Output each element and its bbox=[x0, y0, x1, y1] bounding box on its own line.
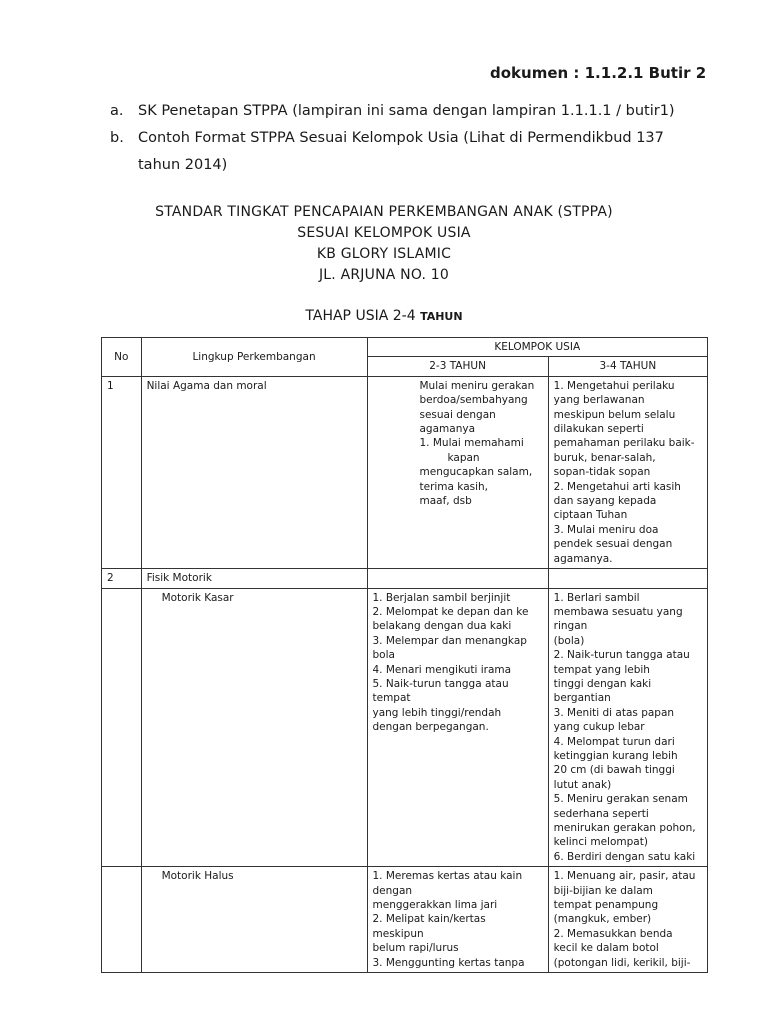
cell-line: kelinci melompat) bbox=[553, 836, 648, 849]
cell-line: yang cukup lebar bbox=[553, 721, 645, 734]
cell-line: 2. Mengetahui arti kasih bbox=[553, 480, 681, 493]
row-number: 1 bbox=[102, 376, 142, 568]
cell-line: 4. Menari mengikuti irama bbox=[372, 663, 512, 676]
cell-line: mengucapkan salam, bbox=[419, 466, 533, 479]
row-subarea: Motorik Kasar bbox=[141, 588, 367, 867]
cell-line: 1. Mengetahui perilaku bbox=[553, 379, 675, 392]
cell-line: tempat yang lebih bbox=[553, 663, 650, 676]
stage-title bbox=[60, 308, 708, 324]
cell-line: pemahaman perilaku baik- bbox=[553, 437, 695, 450]
cell-line: berdoa/sembahyang bbox=[419, 394, 528, 407]
intro-list bbox=[110, 98, 700, 179]
cell-line: membawa sesuatu yang bbox=[553, 605, 683, 618]
cell-line: 1. Mulai memahami bbox=[419, 437, 524, 450]
cell-line: 2. Naik-turun tangga atau bbox=[553, 649, 690, 662]
cell-line: dengan berpegangan. bbox=[372, 721, 489, 734]
cell-line: yang lebih tinggi/rendah bbox=[372, 706, 502, 719]
cell-line: agamanya bbox=[419, 423, 475, 436]
intro-item-text: Contoh Format STPPA Sesuai Kelompok Usia (Lihat di Permendikbud 137 tahun 2014) bbox=[138, 130, 664, 173]
table-row bbox=[102, 376, 708, 568]
cell-line: meskipun belum selalu bbox=[553, 408, 676, 421]
cell-line: ringan bbox=[553, 620, 588, 633]
cell-line: tempat penampung bbox=[553, 899, 659, 912]
row-area: Fisik Motorik bbox=[141, 569, 367, 588]
cell-line: dilakukan seperti bbox=[553, 423, 644, 436]
cell-line: ketinggian kurang lebih bbox=[553, 749, 678, 762]
header-age-group: KELOMPOK USIA bbox=[367, 338, 708, 357]
age-a-cell bbox=[367, 588, 548, 867]
header-age-a: 2-3 TAHUN bbox=[367, 357, 548, 376]
cell-line: ciptaan Tuhan bbox=[553, 509, 628, 522]
heading-line: SESUAI KELOMPOK USIA bbox=[297, 225, 471, 241]
cell-line: kapan bbox=[447, 451, 480, 464]
age-a-cell bbox=[367, 867, 548, 973]
cell-line: 2. Melipat kain/kertas bbox=[372, 913, 486, 926]
cell-line: 3. Mulai meniru doa bbox=[553, 523, 659, 536]
heading-line: STANDAR TINGKAT PENCAPAIAN PERKEMBANGAN ANAK (STPPA) bbox=[155, 204, 613, 220]
cell-line: bola bbox=[372, 649, 395, 662]
cell-line: 20 cm (di bawah tinggi bbox=[553, 764, 675, 777]
intro-item bbox=[110, 125, 700, 179]
row-subarea: Motorik Halus bbox=[141, 867, 367, 973]
cell-line: 2. Memasukkan benda bbox=[553, 927, 673, 940]
cell-line: dan sayang kepada bbox=[553, 495, 657, 508]
cell-line: 5. Meniru gerakan senam bbox=[553, 793, 688, 806]
cell-line: 4. Melompat turun dari bbox=[553, 735, 675, 748]
cell-line: belum rapi/lurus bbox=[372, 942, 459, 955]
cell-line: kecil ke dalam botol bbox=[553, 942, 659, 955]
empty-cell bbox=[102, 867, 142, 973]
cell-line: biji-bijian ke dalam bbox=[553, 884, 653, 897]
cell-line: tempat bbox=[372, 692, 411, 705]
intro-item-marker: a. bbox=[110, 103, 124, 119]
cell-line: meskipun bbox=[372, 927, 424, 940]
document-reference: dokumen : 1.1.2.1 Butir 2 bbox=[490, 64, 707, 82]
cell-line: 3. Melempar dan menangkap bbox=[372, 634, 527, 647]
cell-line: (mangkuk, ember) bbox=[553, 913, 652, 926]
cell-line: yang berlawanan bbox=[553, 394, 645, 407]
header-area: Lingkup Perkembangan bbox=[141, 338, 367, 377]
cell-line: sederhana seperti bbox=[553, 807, 649, 820]
cell-line: maaf, dsb bbox=[419, 495, 472, 508]
table-row bbox=[102, 588, 708, 867]
stage-title-suffix: TAHUN bbox=[420, 310, 463, 323]
cell-line: bergantian bbox=[553, 692, 611, 705]
cell-line: menggerakkan lima jari bbox=[372, 899, 498, 912]
intro-item-marker: b. bbox=[110, 130, 124, 146]
table-header-row bbox=[102, 338, 708, 357]
empty-cell bbox=[548, 569, 707, 588]
heading-line: JL. ARJUNA NO. 10 bbox=[318, 267, 450, 283]
cell-line: lutut anak) bbox=[553, 778, 612, 791]
age-a-cell bbox=[367, 376, 548, 568]
cell-line: buruk, benar-salah, bbox=[553, 451, 656, 464]
age-b-cell bbox=[548, 867, 707, 973]
cell-line: pendek sesuai dengan bbox=[553, 538, 673, 551]
cell-line: 1. Berlari sambil bbox=[553, 591, 640, 604]
cell-line: 1. Berjalan sambil berjinjit bbox=[372, 591, 511, 604]
cell-line: 6. Berdiri dengan satu kaki bbox=[553, 850, 696, 863]
stage-title-text: TAHAP USIA 2-4 bbox=[305, 308, 416, 324]
table-row bbox=[102, 569, 708, 588]
empty-cell bbox=[102, 588, 142, 867]
cell-line: sopan-tidak sopan bbox=[553, 466, 651, 479]
cell-line: (bola) bbox=[553, 634, 585, 647]
age-b-cell bbox=[548, 376, 707, 568]
intro-item bbox=[110, 98, 700, 125]
cell-line: 2. Melompat ke depan dan ke bbox=[372, 605, 529, 618]
cell-line: dengan bbox=[372, 884, 413, 897]
heading-line: KB GLORY ISLAMIC bbox=[316, 246, 452, 262]
cell-line: terima kasih, bbox=[419, 480, 489, 493]
cell-line: Mulai meniru gerakan bbox=[419, 379, 535, 392]
cell-line: belakang dengan dua kaki bbox=[372, 620, 512, 633]
row-area: Nilai Agama dan moral bbox=[141, 376, 367, 568]
cell-line: 5. Naik-turun tangga atau bbox=[372, 677, 509, 690]
intro-item-text: SK Penetapan STPPA (lampiran ini sama dengan lampiran 1.1.1.1 / butir1) bbox=[138, 103, 675, 119]
cell-line: 1. Menuang air, pasir, atau bbox=[553, 870, 696, 883]
document-heading bbox=[60, 202, 708, 286]
table-row bbox=[102, 867, 708, 973]
cell-line: sesuai dengan bbox=[419, 408, 496, 421]
cell-line: 1. Meremas kertas atau kain bbox=[372, 870, 523, 883]
cell-line: 3. Menggunting kertas tanpa bbox=[372, 956, 525, 969]
empty-cell bbox=[367, 569, 548, 588]
cell-line: tinggi dengan kaki bbox=[553, 677, 652, 690]
row-number: 2 bbox=[102, 569, 142, 588]
cell-line: 3. Meniti di atas papan bbox=[553, 706, 675, 719]
cell-line: agamanya. bbox=[553, 552, 613, 565]
cell-line: menirukan gerakan pohon, bbox=[553, 822, 696, 834]
header-no: No bbox=[102, 338, 142, 377]
age-b-cell bbox=[548, 588, 707, 867]
stppa-table bbox=[101, 337, 708, 973]
header-age-b: 3-4 TAHUN bbox=[548, 357, 707, 376]
cell-line: (potongan lidi, kerikil, biji- bbox=[553, 956, 691, 969]
